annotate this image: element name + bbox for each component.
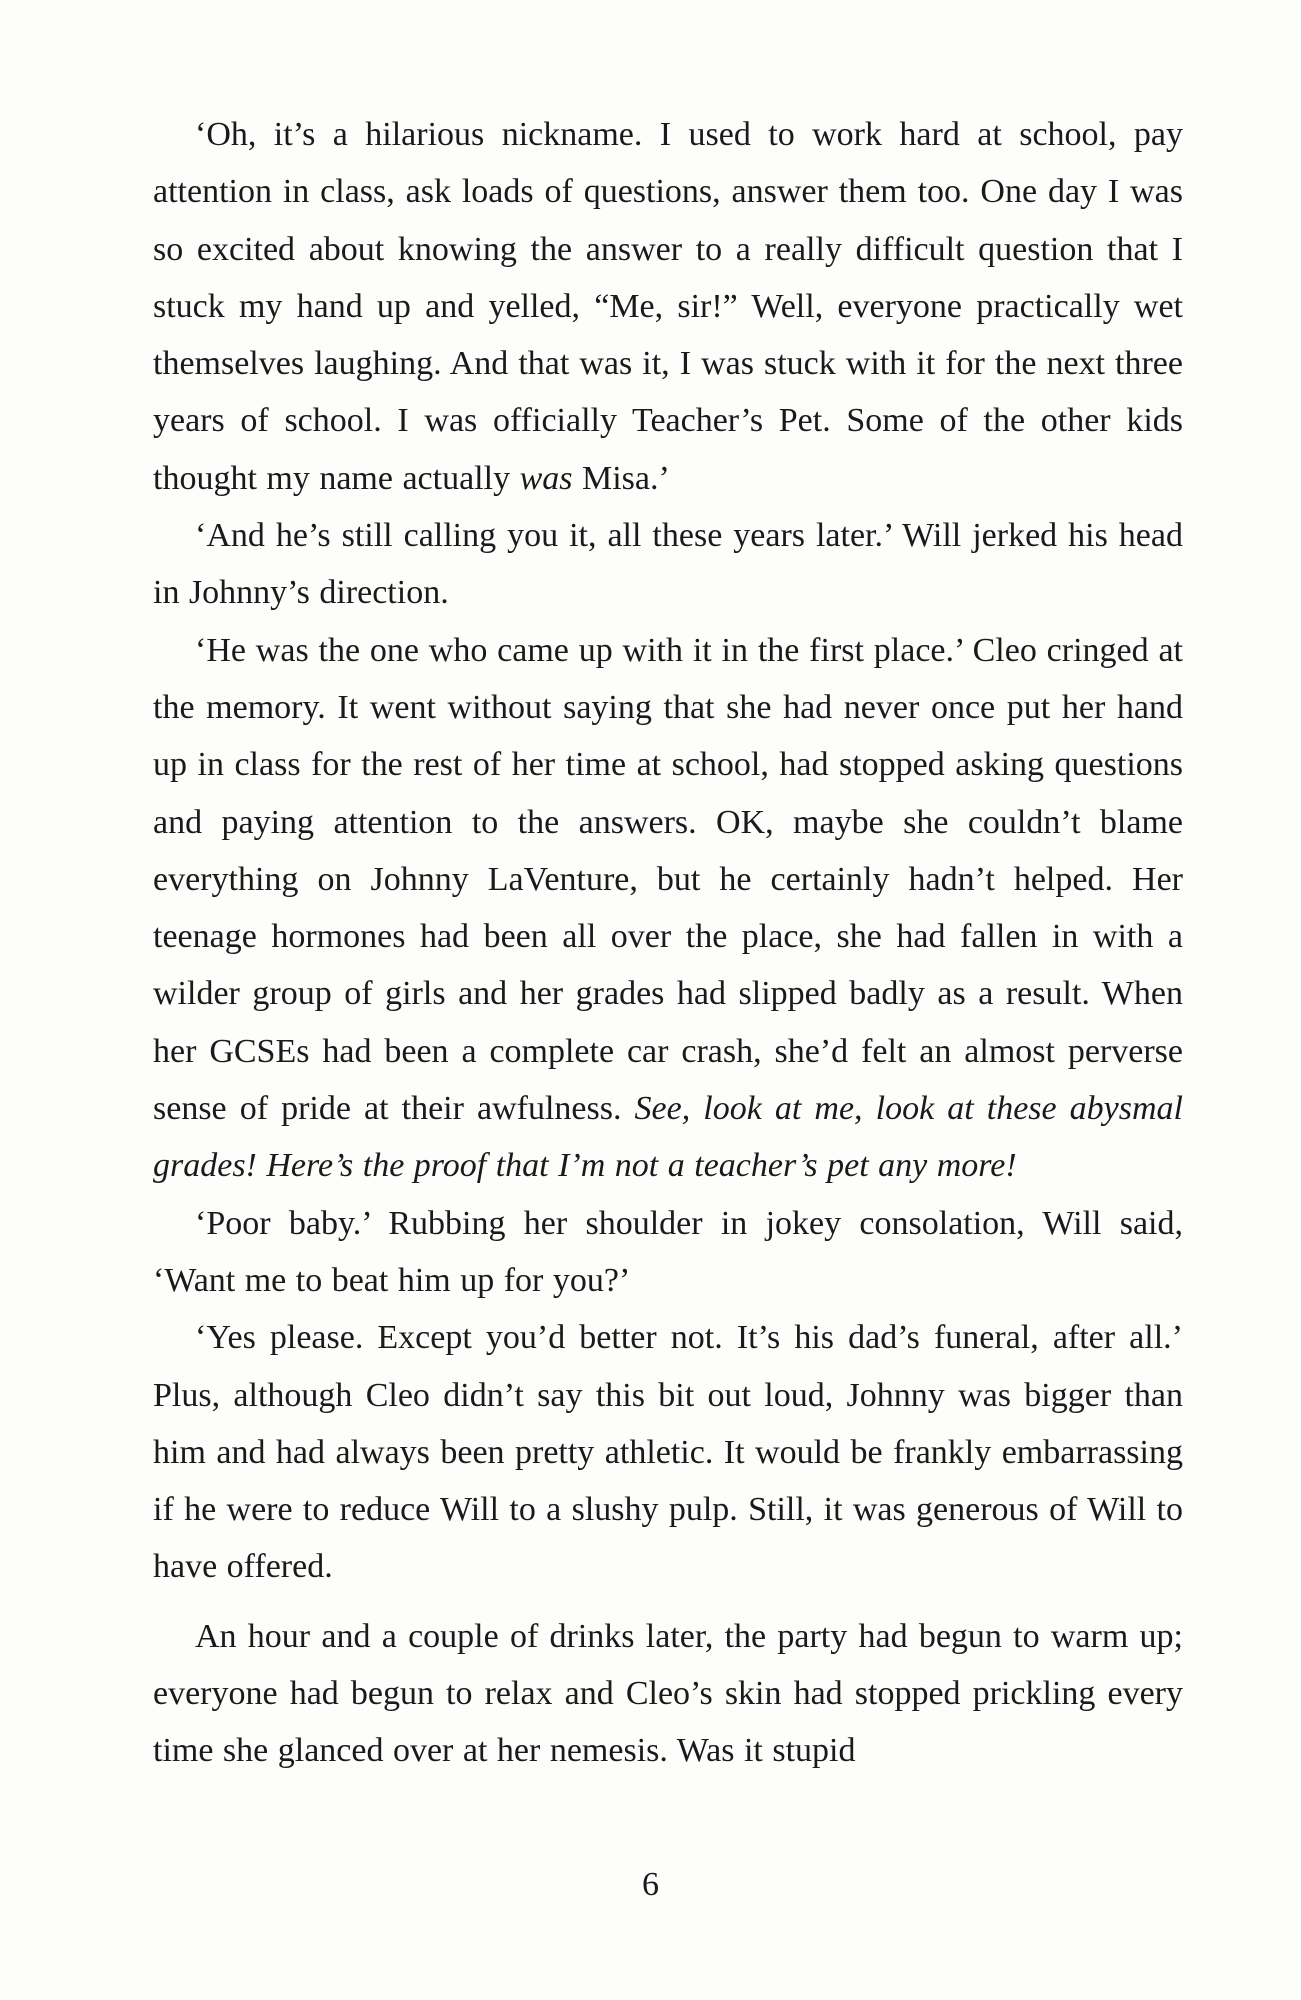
paragraph-1 xyxy=(153,106,1183,507)
paragraph-5 xyxy=(153,1309,1183,1595)
paragraph-text: ‘Oh, it’s a hilarious nickname. I used to work hard at school, pay attention in class, ask loads of questions, answer them too. One day I was so excited about knowing the answer to a really difficult question that I stuck my hand up and yelled, “Me, sir!” Well, everyone practically wet themselves laughing. And that was it, I was stuck with it for the next three years of school. I was officially Teacher’s Pet. Some of the other kids thought my name actually xyxy=(153,116,1183,497)
paragraph-text: Misa.’ xyxy=(572,459,670,497)
paragraph-2 xyxy=(153,507,1183,622)
paragraph-text: ‘And he’s still calling you it, all these years later.’ Will jerked his head in Johnny’s direction. xyxy=(153,517,1183,612)
paragraph-3 xyxy=(153,622,1183,1195)
paragraph-6 xyxy=(153,1608,1183,1780)
paragraph-italic-text: See, look at me, look at these abysmal grades! Here’s the proof that I’m not a teacher’s pet any more! xyxy=(153,1090,1183,1185)
page-number: 6 xyxy=(642,1866,659,1903)
paragraph-italic-text: was xyxy=(519,459,573,497)
body-text xyxy=(153,106,1183,1780)
paragraph-text: ‘Poor baby.’ Rubbing her shoulder in jokey consolation, Will said, ‘Want me to beat him up for you?’ xyxy=(153,1204,1183,1299)
paragraph-4 xyxy=(153,1195,1183,1310)
paragraph-text: An hour and a couple of drinks later, the party had begun to warm up; everyone had begun to relax and Cleo’s skin had stopped prickling every time she glanced over at her nemesis. Was it stupid xyxy=(153,1617,1183,1770)
paragraph-text: ‘He was the one who came up with it in the first place.’ Cleo cringed at the memory. It went without saying that she had never once put her hand up in class for the rest of her time at school, had stopped asking questions and paying attention to the answers. OK, maybe she couldn’t blame everything on Johnny LaVenture, but he certainly hadn’t helped. Her teenage hormones had been all over the place, she had fallen in with a wilder group of girls and her grades had slipped badly as a result. When her GCSEs had been a complete car crash, she’d felt an almost perverse sense of pride at their awfulness. xyxy=(153,631,1183,1128)
paragraph-text: ‘Yes please. Except you’d better not. It’s his dad’s funeral, after all.’ Plus, although Cleo didn’t say this bit out loud, Johnny was bigger than him and had always been pretty athletic. It would be frankly embarrassing if he were to reduce Will to a slushy pulp. Still, it was generous of Will to have offered. xyxy=(153,1319,1183,1586)
